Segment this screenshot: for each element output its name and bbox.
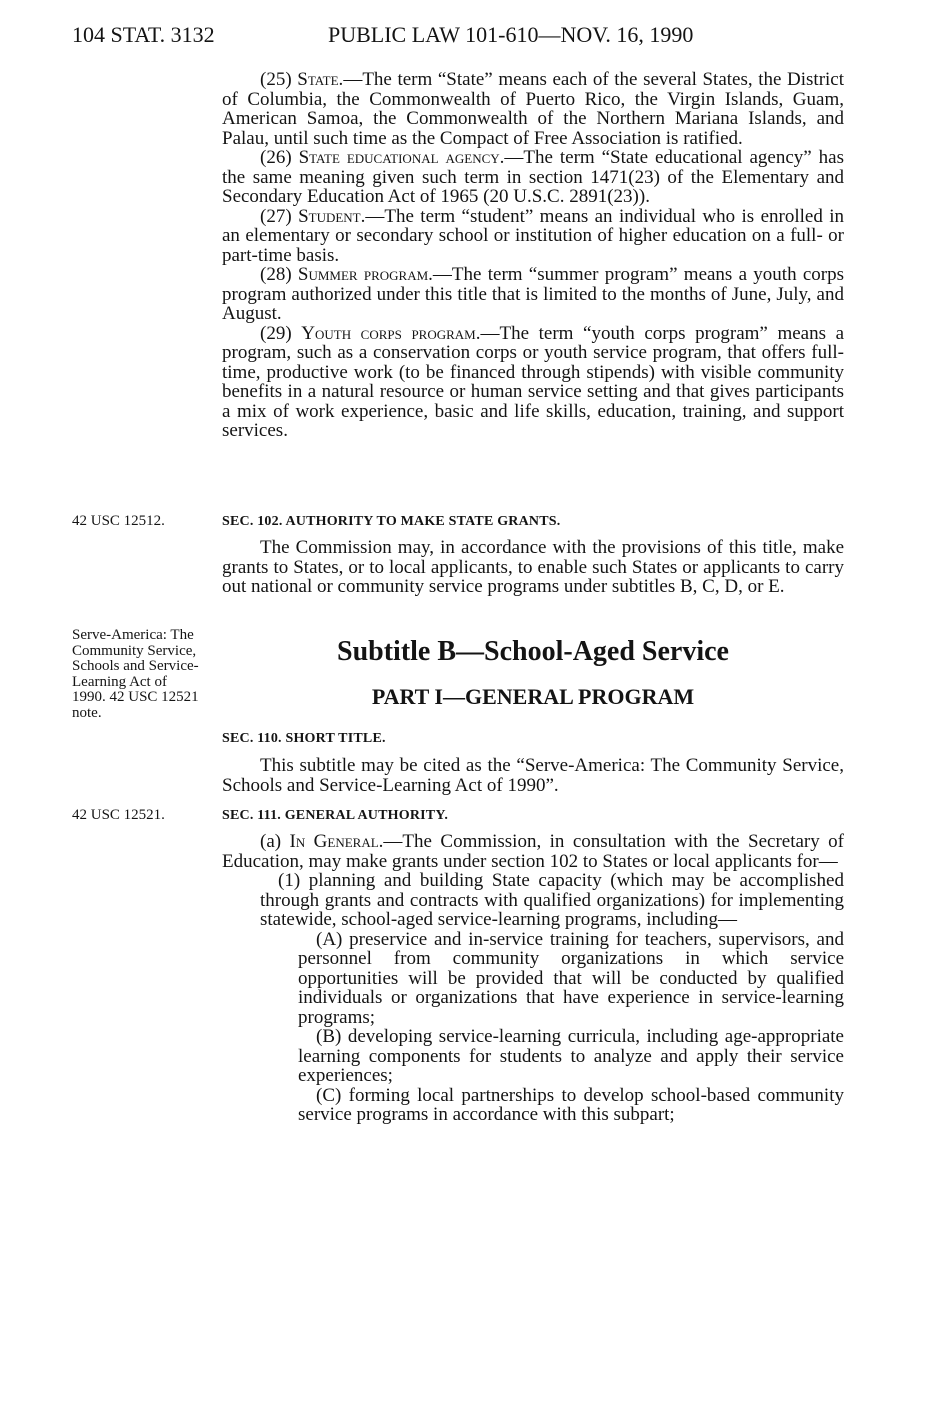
- section-111-body: [222, 832, 844, 1125]
- margin-note-subtitle-b: Serve-America: The Community Service, Schools and Service-Learning Act of 1990. 42 USC 12521 note.: [72, 627, 199, 721]
- subtitle-b-title: Subtitle B—School-Aged Service: [337, 636, 729, 667]
- part-1-title: PART I—GENERAL PROGRAM: [371, 684, 695, 709]
- section-110-heading: SEC. 110. SHORT TITLE.: [222, 731, 386, 746]
- section-110-text: This subtitle may be cited as the “Serve-America: The Community Service, Schools and Service-Learning Act of 1990”.: [222, 755, 844, 796]
- page-header: [72, 22, 852, 48]
- definition-25: (25) State.—The term “State” means each of the several States, the District of Columbia, the Commonwealth of Puerto Rico, the Virgin Islands, Guam, American Samoa, the Commonwealth of the Northern Mariana Islands, and Palau, until such time as the Compact of Free Association is ratified.: [222, 69, 845, 149]
- section-110-body: [222, 756, 844, 795]
- subparagraph-b: (B) developing service-learning curricula, including age-appropriate learning components for students to analyze and apply their service experiences;: [298, 1026, 844, 1086]
- definitions-block: [222, 70, 844, 441]
- statute-page-number: 104 STAT. 3132: [72, 22, 215, 47]
- definition-27: (27) Student.—The term “student” means an individual who is enrolled in an elementary or secondary school or institution of higher education on a full- or part-time basis.: [222, 205, 844, 266]
- definition-28: (28) Summer program.—The term “summer program” means a youth corps program authorized under this title that is limited to the months of June, July, and August.: [222, 264, 844, 324]
- definition-29: (29) Youth corps program.—The term “youth corps program” means a program, such as a conservation corps or youth service program, that offers full-time, productive work (to be financed through stipends) with visible community benefits in a natural resource or human service setting and that gives participants a mix of work experience, basic and life skills, education, training, and support services.: [222, 322, 845, 441]
- section-111-heading: SEC. 111. GENERAL AUTHORITY.: [222, 808, 449, 823]
- margin-note-sec102: 42 USC 12512.: [72, 513, 165, 529]
- definition-26: (26) State educational agency.—The term “State educational agency” has the same meaning given such term in section 1471(23) of the Elementary and Secondary Education Act of 1965 (20 U.S.C. 2891(23)).: [222, 147, 844, 207]
- subparagraph-a: (A) preservice and in-service training for teachers, supervisors, and personnel from community organizations in which service opportunities will be provided that will be conducted by qualified individuals or organizations that have experience in service-learning programs;: [298, 928, 844, 1028]
- section-102-body: [222, 538, 844, 597]
- public-law-title: PUBLIC LAW 101-610—NOV. 16, 1990: [328, 22, 694, 47]
- subparagraph-c: (C) forming local partnerships to develop school-based community service programs in accordance with this subpart;: [298, 1084, 844, 1125]
- paragraph-1: (1) planning and building State capacity (which may be accomplished through grants and contracts with qualified organizations) for implementing statewide, school-aged service-learning programs, including—: [260, 870, 844, 930]
- margin-note-sec111: 42 USC 12521.: [72, 807, 165, 823]
- section-102-heading: SEC. 102. AUTHORITY TO MAKE STATE GRANTS.: [222, 514, 561, 529]
- subsection-a: (a) In General.—The Commission, in consultation with the Secretary of Education, may make grants under section 102 to States or local applicants for—: [222, 831, 844, 872]
- section-102-text: The Commission may, in accordance with the provisions of this title, make grants to States, or to local applicants, to enable such States or applicants to carry out national or community service programs under subtitles B, C, D, or E.: [222, 537, 844, 597]
